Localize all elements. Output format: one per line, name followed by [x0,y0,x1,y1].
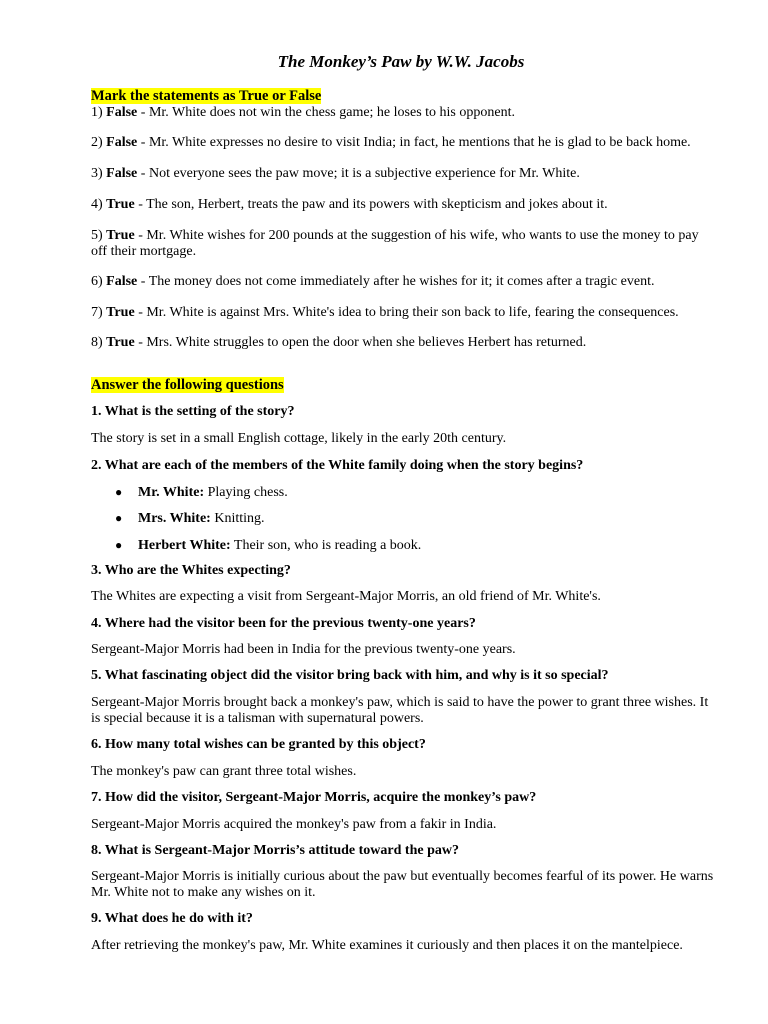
tf-item-2: 2) False - Mr. White expresses no desire to visit India; in fact, he mentions that he is glad to be back home. [91,135,691,150]
qa-section-heading: Answer the following questions [91,377,284,393]
bullet-item-1: ● Mr. White: Playing chess. [115,485,288,500]
bullet-dot-icon: ● [115,485,123,499]
tf-item-5: 5) True - Mr. White wishes for 200 pounds at the suggestion of his wife, who wants to use the money to pay off their mortgage. [91,228,699,259]
answer-7: Sergeant-Major Morris acquired the monkey's paw from a fakir in India. [91,817,497,832]
answer-4: Sergeant-Major Morris had been in India for the previous twenty-one years. [91,642,516,657]
tf-item-4: 4) True - The son, Herbert, treats the paw and its powers with skepticism and jokes about it. [91,197,608,212]
answer-3: The Whites are expecting a visit from Sergeant-Major Morris, an old friend of Mr. White's. [91,589,601,604]
bullet-item-2: ● Mrs. White: Knitting. [115,511,265,526]
question-8: 8. What is Sergeant-Major Morris’s attitude toward the paw? [91,843,459,858]
answer-6: The monkey's paw can grant three total wishes. [91,764,357,779]
tf-item-1: 1) False - Mr. White does not win the chess game; he loses to his opponent. [91,105,515,120]
answer-8: Sergeant-Major Morris is initially curious about the paw but eventually becomes fearful of its power. He warns Mr. White not to make any wishes on it. [91,869,714,900]
bullet-item-3: ● Herbert White: Their son, who is reading a book. [115,538,422,553]
question-3: 3. Who are the Whites expecting? [91,563,291,578]
bullet-dot-icon: ● [115,538,123,552]
answer-9: After retrieving the monkey's paw, Mr. White examines it curiously and then places it on the mantelpiece. [91,938,683,953]
question-6: 6. How many total wishes can be granted by this object? [91,737,426,752]
tf-item-6: 6) False - The money does not come immediately after he wishes for it; it comes after a tragic event. [91,274,655,289]
question-5: 5. What fascinating object did the visitor bring back with him, and why is it so special? [91,668,609,683]
question-2: 2. What are each of the members of the White family doing when the story begins? [91,458,584,473]
document-title: The Monkey’s Paw by W.W. Jacobs [277,52,525,71]
question-4: 4. Where had the visitor been for the previous twenty-one years? [91,616,476,631]
tf-item-8: 8) True - Mrs. White struggles to open the door when she believes Herbert has returned. [91,335,587,350]
tf-item-7: 7) True - Mr. White is against Mrs. White's idea to bring their son back to life, fearing the consequences. [91,305,679,320]
answer-5: Sergeant-Major Morris brought back a monkey's paw, which is said to have the power to grant three wishes. It is special because it is a talisman with supernatural powers. [91,695,709,726]
tf-section-heading: Mark the statements as True or False [91,88,322,104]
tf-item-3: 3) False - Not everyone sees the paw move; it is a subjective experience for Mr. White. [91,166,580,181]
bullet-dot-icon: ● [115,511,123,525]
question-1: 1. What is the setting of the story? [91,404,295,419]
answer-1: The story is set in a small English cottage, likely in the early 20th century. [91,431,507,446]
question-7: 7. How did the visitor, Sergeant-Major Morris, acquire the monkey’s paw? [91,790,537,805]
question-9: 9. What does he do with it? [91,911,253,926]
